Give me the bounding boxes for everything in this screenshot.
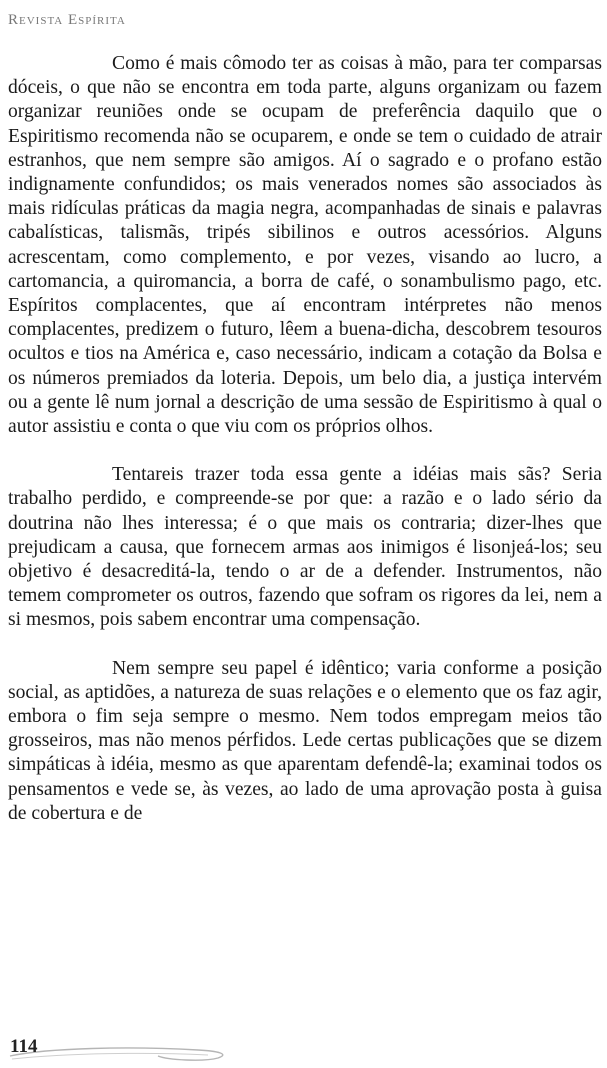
paragraph-2: Tentareis trazer toda essa gente a idéias mais sãs? Seria trabalho perdido, e compreende-se por que: a razão e o lado sério da doutrina não lhes interessa; é o que mais os contraria; dizer-lhes que prejudicam a causa, que fornecem armas aos inimigos é lisonjeá-los; seu objetivo é desacreditá-la, tendo o ar de a defender. Instrumentos, não temem comprometer os outros, fazendo que sofram os rigores da lei, nem a si mesmos, pois sabem encontrar uma compensação. xyxy=(8,464,602,631)
swoosh-ornament xyxy=(8,1034,238,1064)
running-header: Revista Espírita xyxy=(8,12,126,28)
body-text xyxy=(8,52,602,850)
page-footer xyxy=(8,1034,238,1064)
page-number: 114 xyxy=(10,1036,38,1057)
paragraph-1: Como é mais cômodo ter as coisas à mão, para ter comparsas dóceis, o que não se encontra em toda parte, alguns organizam ou fazem organizar reuniões onde se ocupam de preferência daquilo que o Espiritismo recomenda não se ocuparem, e onde se tem o cuidado de atrair estranhos, que nem sempre são amigos. Aí o sagrado e o profano estão indignamente confundidos; os mais venerados nomes são associados às mais ridículas práticas da magia negra, acompanhadas de sinais e palavras cabalísticas, talismãs, tripés sibilinos e outros acessórios. Alguns acrescentam, como complemento, e por vezes, visando ao lucro, a cartomancia, a quiromancia, a borra de café, o sonambulismo pago, etc. Espíritos complacentes, que aí encontram intérpretes não menos complacentes, predizem o futuro, lêem a buena-dicha, descobrem tesouros ocultos e tios na América e, caso necessário, indicam a cotação da Bolsa e os números premiados da loteria. Depois, um belo dia, a justiça intervém ou a gente lê num jornal a descrição de uma sessão de Espiritismo à qual o autor assistiu e conta o que viu com os próprios olhos. xyxy=(8,53,602,438)
paragraph-3: Nem sempre seu papel é idêntico; varia conforme a posição social, as aptidões, a natureza de suas relações e o elemento que os faz agir, embora o fim seja sempre o mesmo. Nem todos empregam meios tão grosseiros, mas não menos pérfidos. Lede certas publicações que se dizem simpáticas à idéia, mesmo as que aparentam defendê-la; examinai todos os pensamentos e vede se, às vezes, ao lado de uma aprovação posta à guisa de cobertura e de xyxy=(8,657,602,824)
